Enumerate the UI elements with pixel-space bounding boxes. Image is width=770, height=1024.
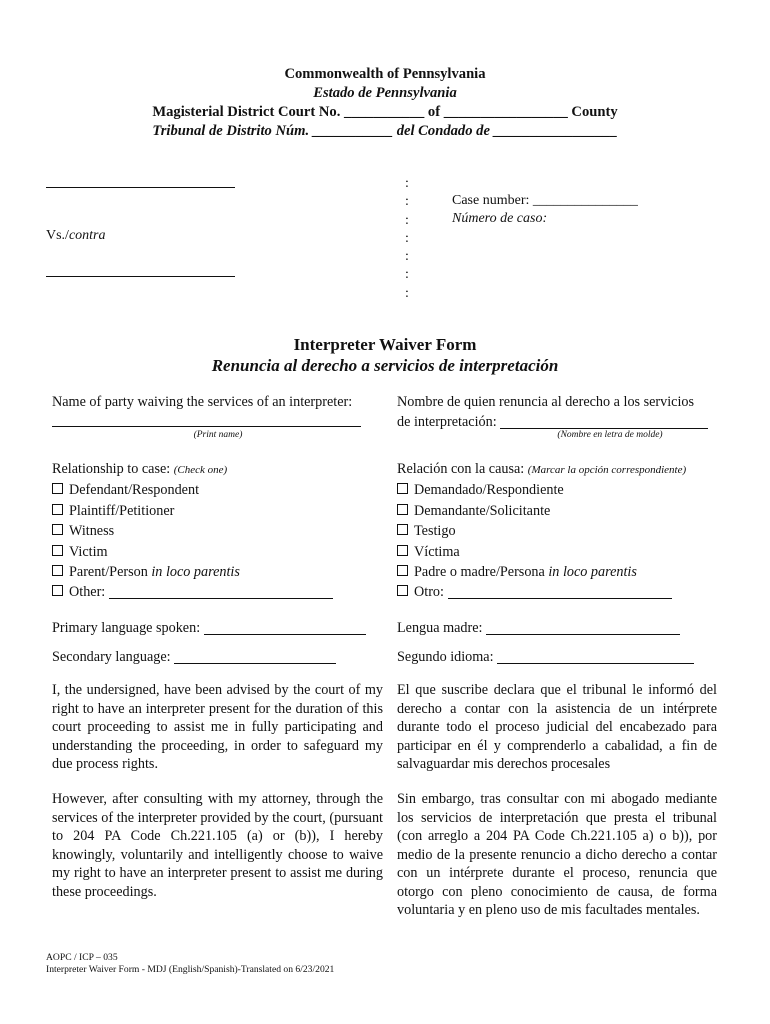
defendant-name-line[interactable] <box>46 276 235 277</box>
marcar-hint: (Marcar la opción correspondiente) <box>527 464 687 476</box>
form-title <box>0 334 770 376</box>
otro-line[interactable] <box>448 585 672 599</box>
header-tribunal: Tribunal de Distrito Núm. ___________ del Condado de _________________ <box>152 123 618 139</box>
other-line[interactable] <box>109 585 333 599</box>
header-commonwealth: Commonwealth of Pennsylvania <box>284 66 486 82</box>
relationship-en <box>52 459 387 603</box>
checkbox[interactable] <box>52 504 63 515</box>
checkbox[interactable] <box>52 545 63 556</box>
contra-text: contra <box>68 228 106 243</box>
colon: : <box>405 194 409 210</box>
waiver-paragraph-es: Sin embargo, tras consultar con mi abogado mediante los servicios de interpretación que presta el tribunal (con arreglo a 204 PA Code Ch.221.105 a) o b)), por medio de la presente renuncio a dicho derecho a contar con un intérprete durante el proceso, renuncia que otorgo con pleno conocimiento de causa, de forma voluntaria y en pleno uso de mis facultades mentales. <box>397 791 717 918</box>
secondary-language-es: Segundo idioma: <box>397 647 694 667</box>
case-number-es-label: Número de caso: <box>452 211 548 226</box>
party-name-es-label-2: de interpretación: <box>397 412 727 432</box>
waiver-paragraph-en: However, after consulting with my attorney, through the services of the interpreter provided by the court, (pursuant to 204 PA Code Ch.221.105 (a) or (b)), I hereby knowingly, voluntarily and intelligently choose to waive my right to have an interpreter present to assist me during these proceedings. <box>52 791 383 900</box>
form-footer <box>46 952 334 976</box>
option-testigo[interactable]: Testigo <box>397 521 732 541</box>
title-en: Interpreter Waiver Form <box>293 335 477 354</box>
party-name-en-label: Name of party waiving the services of an interpreter: <box>52 394 353 410</box>
title-es: Renuncia al derecho a servicios de interpretación <box>211 356 559 375</box>
secondary-language-es-line[interactable] <box>497 650 694 664</box>
party-name-en-line[interactable] <box>52 426 361 427</box>
primary-language-en-line[interactable] <box>204 621 366 635</box>
checkbox[interactable] <box>52 524 63 535</box>
party-name-es-label-1: Nombre de quien renuncia al derecho a los servicios <box>397 394 695 410</box>
colon: : <box>405 212 409 228</box>
colon: : <box>405 176 409 191</box>
option-witness[interactable]: Witness <box>52 521 387 541</box>
primary-language-es-line[interactable] <box>486 621 680 635</box>
checkbox[interactable] <box>397 545 408 556</box>
check-one-hint: (Check one) <box>173 464 228 476</box>
primary-language-en: Primary language spoken: <box>52 618 366 638</box>
option-demandado[interactable]: Demandado/Respondiente <box>397 480 732 500</box>
relationship-en-options <box>52 480 387 602</box>
checkbox[interactable] <box>52 565 63 576</box>
header-district-court: Magisterial District Court No. ___________ of _________________ County <box>152 104 618 120</box>
colon: : <box>405 249 409 265</box>
option-demandante[interactable]: Demandante/Solicitante <box>397 501 732 521</box>
party-name-es-line[interactable] <box>500 415 708 429</box>
court-header <box>0 65 770 141</box>
secondary-language-en: Secondary language: <box>52 647 336 667</box>
plaintiff-name-line[interactable] <box>46 187 235 188</box>
option-defendant[interactable]: Defendant/Respondent <box>52 480 387 500</box>
checkbox[interactable] <box>52 585 63 596</box>
form-code: AOPC / ICP – 035 <box>46 952 118 963</box>
advised-paragraph-en: I, the undersigned, have been advised by the court of my right to have an interpreter present for the duration of this court proceeding to assist me in fully participating and understanding the proceeding, in order to safeguard my due process rights. <box>52 682 383 772</box>
case-number-field[interactable]: Case number: _______________ <box>452 193 638 208</box>
nombre-caption: (Nombre en letra de molde) <box>557 430 663 440</box>
party-name-en <box>52 392 387 412</box>
relationship-es <box>397 459 732 603</box>
secondary-language-en-line[interactable] <box>174 650 336 664</box>
checkbox[interactable] <box>397 585 408 596</box>
relationship-es-options <box>397 480 732 602</box>
option-other[interactable]: Other: <box>52 582 387 602</box>
party-name-es <box>397 392 727 433</box>
option-victim[interactable]: Victim <box>52 542 387 562</box>
versus-label <box>46 228 106 244</box>
colon: : <box>405 230 409 246</box>
option-otro[interactable]: Otro: <box>397 582 732 602</box>
caption-colon-column <box>405 175 409 303</box>
checkbox[interactable] <box>397 524 408 535</box>
vs-text: Vs./ <box>46 228 69 243</box>
header-estado: Estado de Pennsylvania <box>313 85 457 101</box>
print-name-caption: (Print name) <box>193 430 243 440</box>
relationship-en-label: Relationship to case: (Check one) <box>52 461 228 477</box>
relationship-es-label: Relación con la causa: (Marcar la opción correspondiente) <box>397 461 687 477</box>
option-padre[interactable]: Padre o madre/Persona in loco parentis <box>397 562 732 582</box>
checkbox[interactable] <box>52 483 63 494</box>
checkbox[interactable] <box>397 565 408 576</box>
checkbox[interactable] <box>397 504 408 515</box>
colon: : <box>405 285 409 301</box>
case-number-block <box>452 192 638 228</box>
primary-language-es: Lengua madre: <box>397 618 680 638</box>
checkbox[interactable] <box>397 483 408 494</box>
option-victima[interactable]: Víctima <box>397 542 732 562</box>
advised-paragraph-es: El que suscribe declara que el tribunal le informó del derecho a contar con la asistencia de un intérprete durante todo el proceso judicial del encabezado para participar en él y comprenderlo a cabalidad, a fin de salvaguardar mis derechos procesales <box>397 682 717 772</box>
option-parent[interactable]: Parent/Person in loco parentis <box>52 562 387 582</box>
colon: : <box>405 267 409 283</box>
option-plaintiff[interactable]: Plaintiff/Petitioner <box>52 501 387 521</box>
form-version: Interpreter Waiver Form - MDJ (English/Spanish)-Translated on 6/23/2021 <box>46 964 335 975</box>
